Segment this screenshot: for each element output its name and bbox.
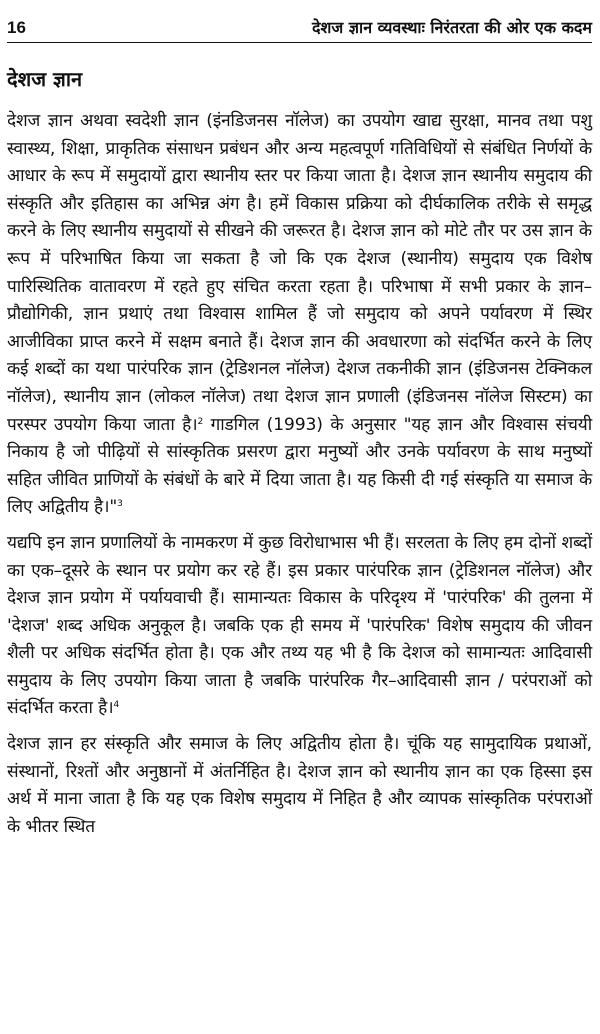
running-header xyxy=(7,0,592,43)
footnote-ref[interactable]: 3 xyxy=(117,499,123,510)
page-number: 16 xyxy=(7,18,26,37)
footnote-ref[interactable]: 2 xyxy=(197,416,204,427)
footnote-ref[interactable]: 4 xyxy=(113,700,120,711)
paragraph-1: देशज ज्ञान अथवा स्वदेशी ज्ञान (इंनडिजनस नॉलेज) का उपयोग खाद्य सुरक्षा, मानव तथा पशु स्वास्थ्य, शिक्षा, प्राकृतिक संसाधन प्रबंधन और अन्य महत्वपूर्ण गतिविधियों से संबंधित निर्णयों के आधार के रूप में समुदायों द्वारा स्थानीय स्तर पर किया जाता है। देशज ज्ञान स्थानीय समुदाय की संस्कृति और इतिहास का अभिन्न अंग है। हमें विकास प्रक्रिया को दीर्घकालिक तरीके से समृद्ध करने के लिए स्थानीय समुदायों से सीखने की जरूरत है। देशज ज्ञान को मोटे तौर पर उस ज्ञान के रूप में परिभाषित किया जा सकता है जो कि एक देशज (स्थानीय) समुदाय एक विशेष पारिस्थितिक वातावरण में रहते हुए संचित करता रहता है। परिभाषा में सभी प्रकार के ज्ञान–प्रौद्योगिकी, ज्ञान प्रथाएं तथा विश्वास शामिल हैं जो समुदाय को अपने पर्यावरण में स्थिर आजीविका प्राप्त करने में सक्षम बनाते हैं। देशज ज्ञान की अवधारणा को संदर्भित करने के लिए कई शब्दों का यथा पारंपरिक ज्ञान (ट्रेडिशनल नॉलेज) देशज तकनीकी ज्ञान (इंडिजनस टेक्निकल नॉलेज), स्थानीय ज्ञान (लोकल नॉलेज) तथा देशज ज्ञान प्रणाली (इंडिजनस नॉलेज सिस्टम) का परस्पर उपयोग किया जाता है।$^2$ गाडगिल (1993) के अनुसार "यह ज्ञान और विश्वास संचयी निकाय है जो पीढ़ियों से सांस्कृतिक प्रसरण द्वारा मनुष्यों और उनके पर्यावरण के साथ मनुष्यों सहित जीवित प्राणियों के संबंधों के बारे में दिया जाता है। यह किसी दी गई संस्कृति या समाज के लिए अद्वितीय है।"$^3$ xyxy=(7,111,592,518)
book-title: देशज ज्ञान व्यवस्थाः निरंतरता की ओर एक कदम xyxy=(311,18,592,37)
paragraph-2: यद्यपि इन ज्ञान प्रणालियों के नामकरण में कुछ विरोधाभास भी हैं। सरलता के लिए हम दोनों शब्दों का एक–दूसरे के स्थान पर प्रयोग कर रहे हैं। इस प्रकार पारंपरिक ज्ञान (ट्रेडिशनल नॉलेज) और देशज ज्ञान प्रयोग में पर्यायवाची हैं। सामान्यतः विकास के परिदृश्य में 'पारंपरिक' की तुलना में 'देशज' शब्द अधिक अनुकूल है। जबकि एक ही समय में 'पारंपरिक' विशेष समुदाय की जीवन शैली पर अधिक संदर्भित होता है। एक और तथ्य यह भी है कि देशज को सामान्यतः आदिवासी समुदाय के लिए उपयोग किया जाता है जबकि पारंपरिक गैर–आदिवासी ज्ञान / परंपराओं को संदर्भित करता है।$^4$ xyxy=(7,532,592,719)
section-heading: देशज ज्ञान xyxy=(7,67,83,91)
paragraph-3: देशज ज्ञान हर संस्कृति और समाज के लिए अद्वितीय होता है। चूंकि यह सामुदायिक प्रथाओं, संस्थानों, रिश्तों और अनुष्ठानों में अंतर्निहित है। देशज ज्ञान को स्थानीय ज्ञान का एक हिस्सा इस अर्थ में माना जाता है कि यह एक विशेष समुदाय में निहित है और व्यापक सांस्कृतिक परंपराओं के भीतर स्थित xyxy=(7,734,592,837)
